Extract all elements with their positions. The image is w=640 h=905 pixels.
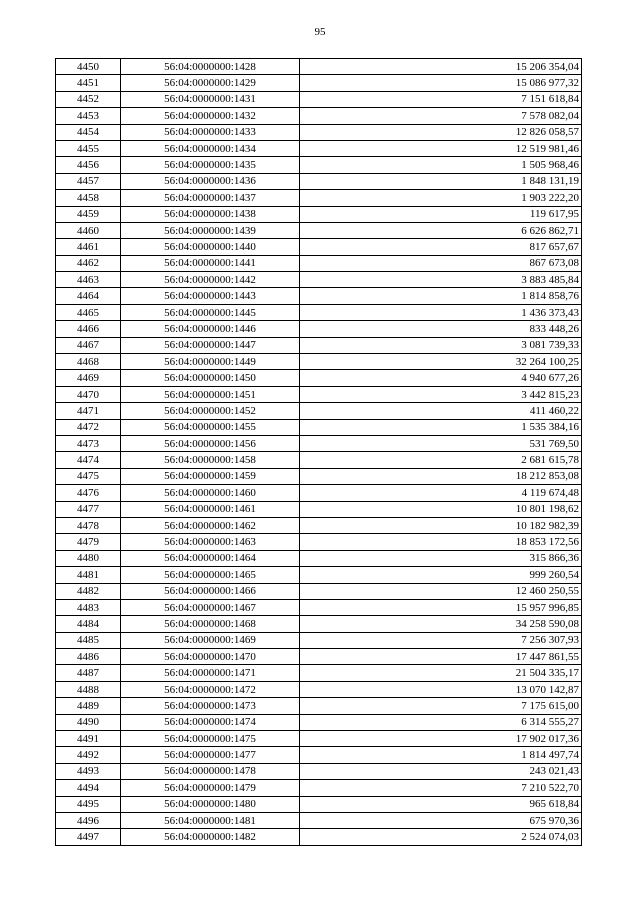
table-row bbox=[56, 255, 582, 271]
value-cell: 7 578 082,04 bbox=[300, 108, 582, 124]
table-row bbox=[56, 731, 582, 747]
row-number-cell: 4464 bbox=[56, 288, 121, 304]
value-cell: 7 151 618,84 bbox=[300, 91, 582, 107]
table-row bbox=[56, 124, 582, 140]
cadastral-number-cell: 56:04:0000000:1464 bbox=[121, 550, 300, 566]
value-cell: 21 504 335,17 bbox=[300, 665, 582, 681]
row-number-cell: 4475 bbox=[56, 468, 121, 484]
value-cell: 675 970,36 bbox=[300, 812, 582, 828]
row-number-cell: 4454 bbox=[56, 124, 121, 140]
value-cell: 10 801 198,62 bbox=[300, 501, 582, 517]
row-number-cell: 4467 bbox=[56, 337, 121, 353]
value-cell: 1 814 497,74 bbox=[300, 747, 582, 763]
row-number-cell: 4476 bbox=[56, 485, 121, 501]
table-row bbox=[56, 75, 582, 91]
cadastral-number-cell: 56:04:0000000:1459 bbox=[121, 468, 300, 484]
value-cell: 1 535 384,16 bbox=[300, 419, 582, 435]
table-row bbox=[56, 206, 582, 222]
cadastral-number-cell: 56:04:0000000:1473 bbox=[121, 698, 300, 714]
row-number-cell: 4466 bbox=[56, 321, 121, 337]
cadastral-number-cell: 56:04:0000000:1480 bbox=[121, 796, 300, 812]
row-number-cell: 4491 bbox=[56, 731, 121, 747]
table-row bbox=[56, 812, 582, 828]
row-number-cell: 4485 bbox=[56, 632, 121, 648]
page-number: 95 bbox=[314, 26, 326, 38]
table-row bbox=[56, 108, 582, 124]
value-cell: 7 175 615,00 bbox=[300, 698, 582, 714]
value-cell: 2 524 074,03 bbox=[300, 829, 582, 845]
cadastral-number-cell: 56:04:0000000:1451 bbox=[121, 386, 300, 402]
table-row bbox=[56, 616, 582, 632]
cadastral-number-cell: 56:04:0000000:1482 bbox=[121, 829, 300, 845]
value-cell: 243 021,43 bbox=[300, 763, 582, 779]
row-number-cell: 4494 bbox=[56, 780, 121, 796]
table-row bbox=[56, 435, 582, 451]
cadastral-number-cell: 56:04:0000000:1435 bbox=[121, 157, 300, 173]
value-cell: 2 681 615,78 bbox=[300, 452, 582, 468]
value-cell: 817 657,67 bbox=[300, 239, 582, 255]
row-number-cell: 4458 bbox=[56, 190, 121, 206]
cadastral-number-cell: 56:04:0000000:1452 bbox=[121, 403, 300, 419]
row-number-cell: 4478 bbox=[56, 517, 121, 533]
table-row bbox=[56, 468, 582, 484]
cadastral-number-cell: 56:04:0000000:1463 bbox=[121, 534, 300, 550]
row-number-cell: 4462 bbox=[56, 255, 121, 271]
row-number-cell: 4455 bbox=[56, 140, 121, 156]
row-number-cell: 4470 bbox=[56, 386, 121, 402]
value-cell: 18 212 853,08 bbox=[300, 468, 582, 484]
table-row bbox=[56, 665, 582, 681]
cadastral-number-cell: 56:04:0000000:1461 bbox=[121, 501, 300, 517]
value-cell: 1 436 373,43 bbox=[300, 304, 582, 320]
cadastral-number-cell: 56:04:0000000:1438 bbox=[121, 206, 300, 222]
value-cell: 13 070 142,87 bbox=[300, 681, 582, 697]
cadastral-number-cell: 56:04:0000000:1441 bbox=[121, 255, 300, 271]
value-cell: 18 853 172,56 bbox=[300, 534, 582, 550]
table-row bbox=[56, 419, 582, 435]
table-row bbox=[56, 485, 582, 501]
cadastral-number-cell: 56:04:0000000:1472 bbox=[121, 681, 300, 697]
row-number-cell: 4488 bbox=[56, 681, 121, 697]
cadastral-number-cell: 56:04:0000000:1478 bbox=[121, 763, 300, 779]
table-row bbox=[56, 681, 582, 697]
table-row bbox=[56, 239, 582, 255]
cadastral-number-cell: 56:04:0000000:1429 bbox=[121, 75, 300, 91]
table-row bbox=[56, 59, 582, 75]
table-row bbox=[56, 534, 582, 550]
value-cell: 12 826 058,57 bbox=[300, 124, 582, 140]
value-cell: 6 626 862,71 bbox=[300, 222, 582, 238]
row-number-cell: 4468 bbox=[56, 354, 121, 370]
row-number-cell: 4460 bbox=[56, 222, 121, 238]
cadastral-value-table bbox=[55, 58, 582, 846]
table-row bbox=[56, 796, 582, 812]
cadastral-number-cell: 56:04:0000000:1455 bbox=[121, 419, 300, 435]
table-row bbox=[56, 272, 582, 288]
cadastral-number-cell: 56:04:0000000:1468 bbox=[121, 616, 300, 632]
value-cell: 12 519 981,46 bbox=[300, 140, 582, 156]
cadastral-number-cell: 56:04:0000000:1432 bbox=[121, 108, 300, 124]
row-number-cell: 4473 bbox=[56, 435, 121, 451]
cadastral-number-cell: 56:04:0000000:1428 bbox=[121, 59, 300, 75]
value-cell: 867 673,08 bbox=[300, 255, 582, 271]
value-cell: 15 206 354,04 bbox=[300, 59, 582, 75]
table-row bbox=[56, 714, 582, 730]
table-row bbox=[56, 763, 582, 779]
table-row bbox=[56, 632, 582, 648]
cadastral-number-cell: 56:04:0000000:1437 bbox=[121, 190, 300, 206]
row-number-cell: 4492 bbox=[56, 747, 121, 763]
row-number-cell: 4484 bbox=[56, 616, 121, 632]
row-number-cell: 4477 bbox=[56, 501, 121, 517]
value-cell: 15 957 996,85 bbox=[300, 599, 582, 615]
value-cell: 3 883 485,84 bbox=[300, 272, 582, 288]
value-cell: 411 460,22 bbox=[300, 403, 582, 419]
cadastral-number-cell: 56:04:0000000:1456 bbox=[121, 435, 300, 451]
cadastral-number-cell: 56:04:0000000:1460 bbox=[121, 485, 300, 501]
cadastral-number-cell: 56:04:0000000:1445 bbox=[121, 304, 300, 320]
cadastral-number-cell: 56:04:0000000:1467 bbox=[121, 599, 300, 615]
cadastral-number-cell: 56:04:0000000:1434 bbox=[121, 140, 300, 156]
row-number-cell: 4495 bbox=[56, 796, 121, 812]
table-row bbox=[56, 649, 582, 665]
table-row bbox=[56, 698, 582, 714]
row-number-cell: 4457 bbox=[56, 173, 121, 189]
row-number-cell: 4452 bbox=[56, 91, 121, 107]
cadastral-number-cell: 56:04:0000000:1450 bbox=[121, 370, 300, 386]
cadastral-number-cell: 56:04:0000000:1447 bbox=[121, 337, 300, 353]
row-number-cell: 4450 bbox=[56, 59, 121, 75]
value-cell: 34 258 590,08 bbox=[300, 616, 582, 632]
cadastral-number-cell: 56:04:0000000:1481 bbox=[121, 812, 300, 828]
value-cell: 7 256 307,93 bbox=[300, 632, 582, 648]
table-row bbox=[56, 370, 582, 386]
value-cell: 17 447 861,55 bbox=[300, 649, 582, 665]
value-cell: 32 264 100,25 bbox=[300, 354, 582, 370]
row-number-cell: 4461 bbox=[56, 239, 121, 255]
value-cell: 7 210 522,70 bbox=[300, 780, 582, 796]
table-row bbox=[56, 829, 582, 845]
value-cell: 1 848 131,19 bbox=[300, 173, 582, 189]
row-number-cell: 4482 bbox=[56, 583, 121, 599]
value-cell: 15 086 977,32 bbox=[300, 75, 582, 91]
table-row bbox=[56, 91, 582, 107]
row-number-cell: 4472 bbox=[56, 419, 121, 435]
row-number-cell: 4463 bbox=[56, 272, 121, 288]
cadastral-number-cell: 56:04:0000000:1446 bbox=[121, 321, 300, 337]
value-cell: 6 314 555,27 bbox=[300, 714, 582, 730]
table-row bbox=[56, 517, 582, 533]
value-cell: 1 903 222,20 bbox=[300, 190, 582, 206]
value-cell: 999 260,54 bbox=[300, 567, 582, 583]
table-row bbox=[56, 337, 582, 353]
row-number-cell: 4480 bbox=[56, 550, 121, 566]
row-number-cell: 4497 bbox=[56, 829, 121, 845]
cadastral-number-cell: 56:04:0000000:1470 bbox=[121, 649, 300, 665]
cadastral-number-cell: 56:04:0000000:1442 bbox=[121, 272, 300, 288]
table-row bbox=[56, 321, 582, 337]
value-cell: 4 119 674,48 bbox=[300, 485, 582, 501]
row-number-cell: 4496 bbox=[56, 812, 121, 828]
value-cell: 531 769,50 bbox=[300, 435, 582, 451]
value-cell: 10 182 982,39 bbox=[300, 517, 582, 533]
cadastral-number-cell: 56:04:0000000:1465 bbox=[121, 567, 300, 583]
row-number-cell: 4487 bbox=[56, 665, 121, 681]
row-number-cell: 4481 bbox=[56, 567, 121, 583]
cadastral-number-cell: 56:04:0000000:1440 bbox=[121, 239, 300, 255]
value-cell: 1 814 858,76 bbox=[300, 288, 582, 304]
cadastral-number-cell: 56:04:0000000:1431 bbox=[121, 91, 300, 107]
cadastral-number-cell: 56:04:0000000:1477 bbox=[121, 747, 300, 763]
value-cell: 3 442 815,23 bbox=[300, 386, 582, 402]
cadastral-number-cell: 56:04:0000000:1439 bbox=[121, 222, 300, 238]
value-cell: 119 617,95 bbox=[300, 206, 582, 222]
row-number-cell: 4479 bbox=[56, 534, 121, 550]
row-number-cell: 4471 bbox=[56, 403, 121, 419]
cadastral-number-cell: 56:04:0000000:1479 bbox=[121, 780, 300, 796]
table-row bbox=[56, 403, 582, 419]
table-row bbox=[56, 599, 582, 615]
row-number-cell: 4486 bbox=[56, 649, 121, 665]
value-cell: 4 940 677,26 bbox=[300, 370, 582, 386]
row-number-cell: 4493 bbox=[56, 763, 121, 779]
cadastral-number-cell: 56:04:0000000:1469 bbox=[121, 632, 300, 648]
cadastral-number-cell: 56:04:0000000:1474 bbox=[121, 714, 300, 730]
cadastral-number-cell: 56:04:0000000:1433 bbox=[121, 124, 300, 140]
row-number-cell: 4474 bbox=[56, 452, 121, 468]
cadastral-number-cell: 56:04:0000000:1449 bbox=[121, 354, 300, 370]
table-row bbox=[56, 567, 582, 583]
table-row bbox=[56, 386, 582, 402]
cadastral-number-cell: 56:04:0000000:1458 bbox=[121, 452, 300, 468]
table-row bbox=[56, 173, 582, 189]
row-number-cell: 4489 bbox=[56, 698, 121, 714]
row-number-cell: 4453 bbox=[56, 108, 121, 124]
value-cell: 3 081 739,33 bbox=[300, 337, 582, 353]
value-cell: 1 505 968,46 bbox=[300, 157, 582, 173]
table-row bbox=[56, 780, 582, 796]
table-row bbox=[56, 222, 582, 238]
cadastral-number-cell: 56:04:0000000:1462 bbox=[121, 517, 300, 533]
value-cell: 17 902 017,36 bbox=[300, 731, 582, 747]
table-row bbox=[56, 288, 582, 304]
row-number-cell: 4490 bbox=[56, 714, 121, 730]
table-row bbox=[56, 550, 582, 566]
row-number-cell: 4451 bbox=[56, 75, 121, 91]
table-body bbox=[56, 59, 582, 846]
cadastral-number-cell: 56:04:0000000:1471 bbox=[121, 665, 300, 681]
value-cell: 315 866,36 bbox=[300, 550, 582, 566]
table-row bbox=[56, 583, 582, 599]
row-number-cell: 4465 bbox=[56, 304, 121, 320]
table-row bbox=[56, 747, 582, 763]
table-row bbox=[56, 452, 582, 468]
cadastral-number-cell: 56:04:0000000:1443 bbox=[121, 288, 300, 304]
value-cell: 12 460 250,55 bbox=[300, 583, 582, 599]
cadastral-number-cell: 56:04:0000000:1436 bbox=[121, 173, 300, 189]
table-row bbox=[56, 140, 582, 156]
table-row bbox=[56, 190, 582, 206]
row-number-cell: 4483 bbox=[56, 599, 121, 615]
cadastral-number-cell: 56:04:0000000:1475 bbox=[121, 731, 300, 747]
table-row bbox=[56, 304, 582, 320]
table-row bbox=[56, 501, 582, 517]
row-number-cell: 4469 bbox=[56, 370, 121, 386]
value-cell: 965 618,84 bbox=[300, 796, 582, 812]
table-row bbox=[56, 354, 582, 370]
row-number-cell: 4459 bbox=[56, 206, 121, 222]
cadastral-number-cell: 56:04:0000000:1466 bbox=[121, 583, 300, 599]
value-cell: 833 448,26 bbox=[300, 321, 582, 337]
row-number-cell: 4456 bbox=[56, 157, 121, 173]
table-row bbox=[56, 157, 582, 173]
